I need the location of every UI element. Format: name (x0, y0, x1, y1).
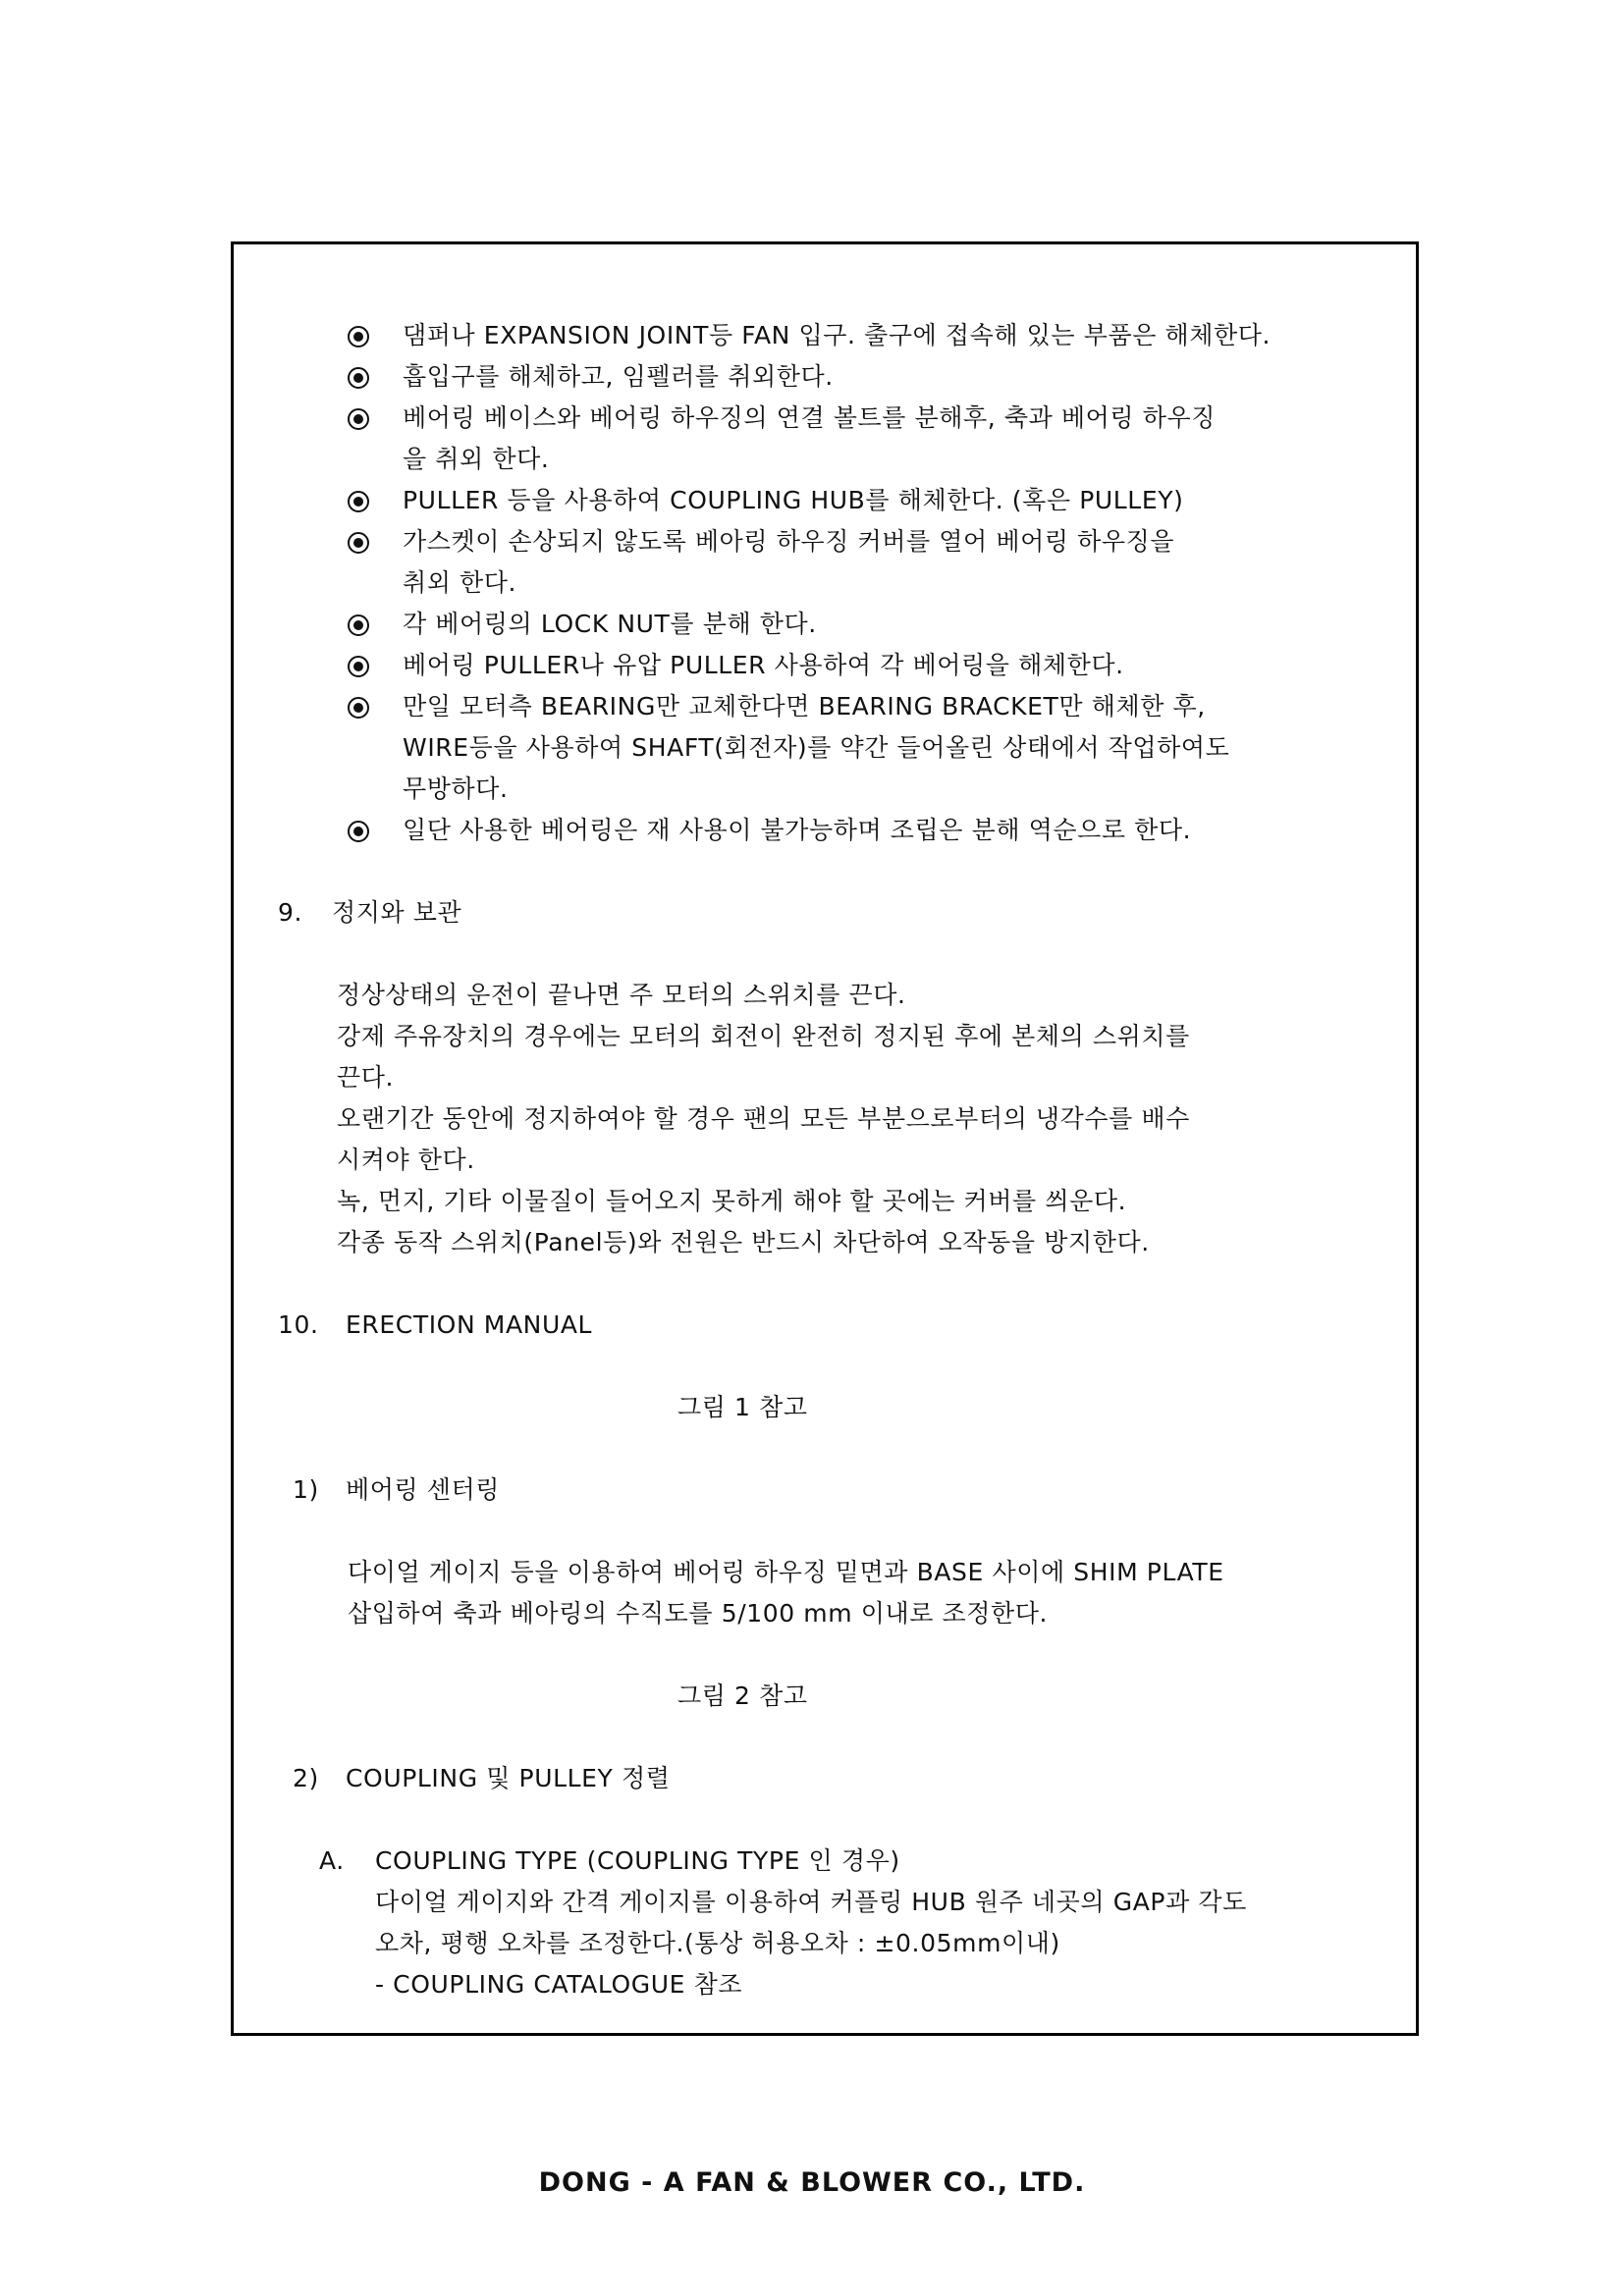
paragraph-line: 오랜기간 동안에 정지하여야 할 경우 팬의 모든 부분으로부터의 냉각수를 배수 (337, 1104, 1190, 1133)
paragraph-line: 강제 주유장치의 경우에는 모터의 회전이 완전히 정지된 후에 본체의 스위치를 (337, 1022, 1190, 1050)
subsection-title: 베어링 센터링 (346, 1475, 501, 1504)
list-item: 베어링 PULLER나 유압 PULLER 사용하여 각 베어링을 해체한다. (403, 651, 1124, 679)
paragraph-line: 끈다. (337, 1063, 395, 1092)
section-title: 정지와 보관 (332, 898, 462, 927)
subsection-title: COUPLING 및 PULLEY 정렬 (346, 1764, 671, 1792)
list-item: 베어링 베이스와 베어링 하우징의 연결 볼트를 분해후, 축과 베어링 하우징 (403, 403, 1216, 432)
item-label: A. (319, 1846, 345, 1875)
paragraph-line: 삽입하여 축과 베아링의 수직도를 5/100 mm 이내로 조정한다. (348, 1599, 1049, 1628)
paragraph-line: 다이얼 게이지와 간격 게이지를 이용하여 커플링 HUB 원주 네곳의 GAP과 각도 (375, 1888, 1247, 1916)
figure-reference: 그림 2 참고 (677, 1682, 808, 1710)
bullet-icon (348, 656, 369, 677)
section-number: 9. (278, 898, 303, 927)
bullet-icon (348, 821, 369, 842)
paragraph-line: 오차, 평행 오차를 조정한다.(통상 허용오차 : ±0.05mm이내) (375, 1929, 1060, 1957)
item-title: COUPLING TYPE (COUPLING TYPE 인 경우) (375, 1846, 900, 1875)
paragraph-line: 다이얼 게이지 등을 이용하여 베어링 하우징 밑면과 BASE 사이에 SHIM PLATE (348, 1558, 1224, 1586)
bullet-icon (348, 367, 369, 389)
paragraph-line: - COUPLING CATALOGUE 참조 (375, 1970, 743, 1999)
section-title: ERECTION MANUAL (346, 1310, 593, 1339)
subsection-number: 1) (293, 1475, 319, 1504)
list-item: 각 베어링의 LOCK NUT를 분해 한다. (403, 610, 817, 638)
bullet-icon (348, 408, 369, 430)
paragraph-line: 정상상태의 운전이 끝나면 주 모터의 스위치를 끈다. (337, 981, 906, 1009)
bullet-icon (348, 532, 369, 554)
bullet-icon (348, 326, 369, 347)
list-item: 일단 사용한 베어링은 재 사용이 불가능하며 조립은 분해 역순으로 한다. (403, 816, 1192, 844)
bullet-icon (348, 614, 369, 636)
figure-reference: 그림 1 참고 (677, 1393, 808, 1421)
list-item: 흡입구를 해체하고, 임펠러를 취외한다. (403, 362, 834, 391)
paragraph-line: 시켜야 한다. (337, 1146, 475, 1174)
section-number: 10. (278, 1310, 319, 1339)
company-footer: DONG - A FAN & BLOWER CO., LTD. (538, 2167, 1086, 2198)
list-item: 가스켓이 손상되지 않도록 베아링 하우징 커버를 열어 베어링 하우징을 (403, 527, 1175, 556)
list-item-continuation: 취외 한다. (403, 568, 517, 597)
bullet-icon (348, 697, 369, 719)
list-item-continuation: 무방하다. (403, 774, 509, 803)
list-item: 만일 모터측 BEARING만 교체한다면 BEARING BRACKET만 해체한 후, (403, 692, 1206, 721)
paragraph-line: 각종 동작 스위치(Panel등)와 전원은 반드시 차단하여 오작동을 방지한다. (337, 1228, 1150, 1256)
bullet-icon (348, 491, 369, 512)
subsection-number: 2) (293, 1764, 319, 1792)
list-item: PULLER 등을 사용하여 COUPLING HUB를 해체한다. (혹은 PULLEY) (403, 486, 1184, 514)
list-item-continuation: 을 취외 한다. (403, 445, 550, 473)
list-item: 댐퍼나 EXPANSION JOINT등 FAN 입구. 출구에 접속해 있는 부품은 해체한다. (403, 321, 1272, 349)
paragraph-line: 녹, 먼지, 기타 이물질이 들어오지 못하게 해야 할 곳에는 커버를 씌운다. (337, 1187, 1127, 1215)
list-item-continuation: WIRE등을 사용하여 SHAFT(회전자)를 약간 들어올린 상태에서 작업하여도 (403, 733, 1230, 762)
